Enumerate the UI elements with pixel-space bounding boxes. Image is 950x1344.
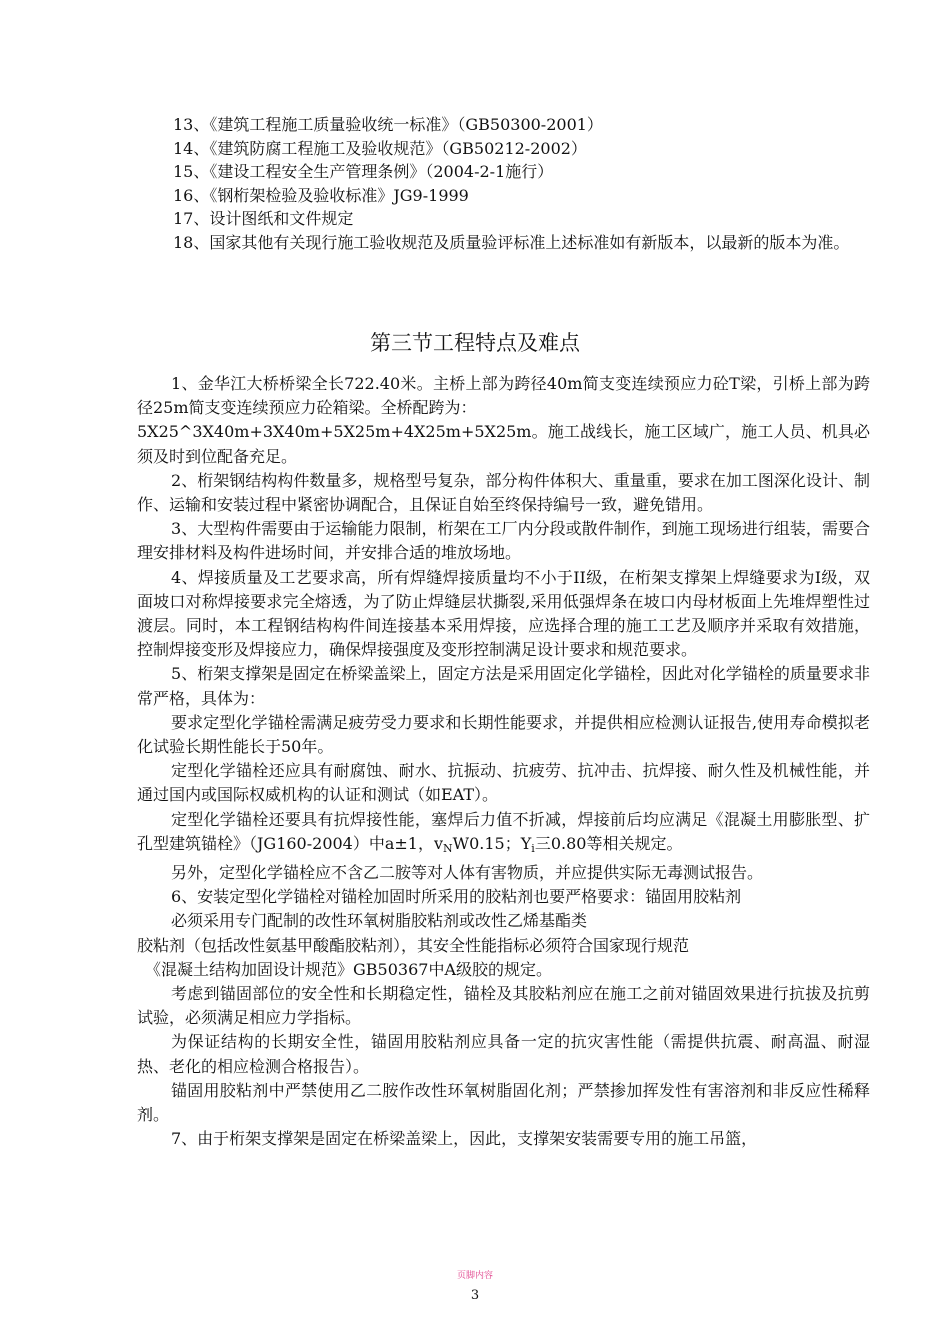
paragraph-8-text-a: 定型化学锚栓还要具有抗焊接性能，塞焊后力值不折减，焊接前后均应满足《混凝土用膨胀型、扩孔型建筑锚栓》（JG160-2004）中a±1，v: [137, 809, 870, 853]
paragraph-3: 3、大型构件需要由于运输能力限制，桁架在工厂内分段或散件制作，到施工现场进行组装，需要合理安排材料及构件进场时间，并安排合适的堆放场地。: [137, 519, 870, 563]
paragraph-8: [137, 808, 870, 861]
paragraph-4: 4、焊接质量及工艺要求高，所有焊缝焊接质量均不小于II级，在桁架支撑架上焊缝要求为I级，双面坡口对称焊接要求完全熔透，为了防止焊缝层状撕裂,采用低强焊条在坡口内母材板面上先堆焊塑性过渡层。同时，本工程钢结构构件间连接基本采用焊接，应选择合理的施工工艺及顺序并采取有效措施，控制焊接变形及焊接应力，确保焊接强度及变形控制满足设计要求和规范要求。: [137, 567, 870, 660]
paragraph-8-subscript-n: N: [443, 841, 453, 855]
footer-label: 页脚内容: [456, 1271, 493, 1281]
reference-item-14: 14、《建筑防腐工程施工及验收规范》（GB50212-2002）: [173, 138, 587, 158]
reference-list: [137, 113, 877, 254]
paragraph-8-subscript-i: i: [531, 841, 535, 855]
paragraph-8-text-c: 三0.80等相关规定。: [534, 833, 683, 853]
paragraph-2: 2、桁架钢结构构件数量多，规格型号复杂，部分构件体积大、重量重，要求在加工图深化设计、制作、运输和安装过程中紧密协调配合，且保证自始至终保持编号一致，避免错用。: [137, 470, 870, 515]
reference-item-15: 15、《建设工程安全生产管理条例》（2004-2-1施行）: [173, 162, 554, 181]
paragraph-14: 考虑到锚固部位的安全性和长期稳定性，锚栓及其胶粘剂应在施工之前对锚固效果进行抗拔及抗剪试验，必须满足相应力学指标。: [137, 984, 870, 1028]
paragraph-15: 为保证结构的长期安全性，锚固用胶粘剂应具备一定的抗灾害性能（需提供抗震、耐高温、耐湿热、老化的相应检测合格报告）。: [137, 1032, 870, 1076]
paragraph-1-span-formula: 5X25^3X40m+3X40m+5X25m+4X25m+5X25m。施工战线长，施工区域广，施工人员、机具必须及时到位配备充足。: [137, 422, 870, 466]
page-number: 3: [470, 1288, 480, 1303]
paragraph-9: 另外，定型化学锚栓应不含乙二胺等对人体有害物质，并应提供实际无毒测试报告。: [171, 863, 764, 883]
reference-item-17: 17、设计图纸和文件规定: [173, 209, 354, 228]
reference-item-13: 13、《建筑工程施工质量验收统一标准》（GB50300-2001）: [173, 115, 603, 134]
paragraph-10: 6、安装定型化学锚栓对锚栓加固时所采用的胶粘剂也要严格要求：锚固用胶粘剂: [171, 887, 742, 907]
paragraph-17: 7、由于桁架支撑架是固定在桥梁盖梁上，因此，支撑架安装需要专用的施工吊篮，: [171, 1129, 758, 1149]
reference-item-16: 16、《钢桁架检验及验收标准》JG9-1999: [173, 185, 469, 205]
paragraph-16: 锚固用胶粘剂中严禁使用乙二胺作改性环氧树脂固化剂；严禁掺加挥发性有害溶剂和非反应性稀释剂。: [137, 1080, 870, 1125]
paragraph-12: 胶粘剂（包括改性氨基甲酸酯胶粘剂），其安全性能指标必须符合国家现行规范: [137, 935, 690, 955]
section-title: 第三节工程特点及难点: [370, 331, 580, 355]
paragraph-1: 1、金华江大桥桥梁全长722.40米。主桥上部为跨径40m简支变连续预应力砼T梁，引桥上部为跨径25m简支变连续预应力砼箱梁。全桥配跨为：: [137, 374, 870, 418]
paragraph-7: 定型化学锚栓还应具有耐腐蚀、耐水、抗振动、抗疲劳、抗冲击、抗焊接、耐久性及机械性能，并通过国内或国际权威机构的认证和测试（如EAT）。: [137, 761, 870, 805]
reference-item-18: 18、国家其他有关现行施工验收规范及质量验评标准上述标准如有新版本，以最新的版本为准。: [173, 232, 850, 252]
paragraph-5: 5、桁架支撑架是固定在桥梁盖梁上，固定方法是采用固定化学锚栓，因此对化学锚栓的质量要求非常严格，具体为：: [137, 664, 870, 708]
paragraph-8-text-b: W0.15；Y: [452, 833, 532, 853]
body-text: [137, 372, 870, 1152]
paragraph-11: 必须采用专门配制的改性环氧树脂胶粘剂或改性乙烯基酯类: [171, 911, 588, 931]
paragraph-13: 《混凝土结构加固设计规范》GB50367中A级胶的规定。: [145, 959, 552, 979]
paragraph-6: 要求定型化学锚栓需满足疲劳受力要求和长期性能要求，并提供相应检测认证报告,使用寿命模拟老化试验长期性能长于50年。: [137, 712, 870, 757]
